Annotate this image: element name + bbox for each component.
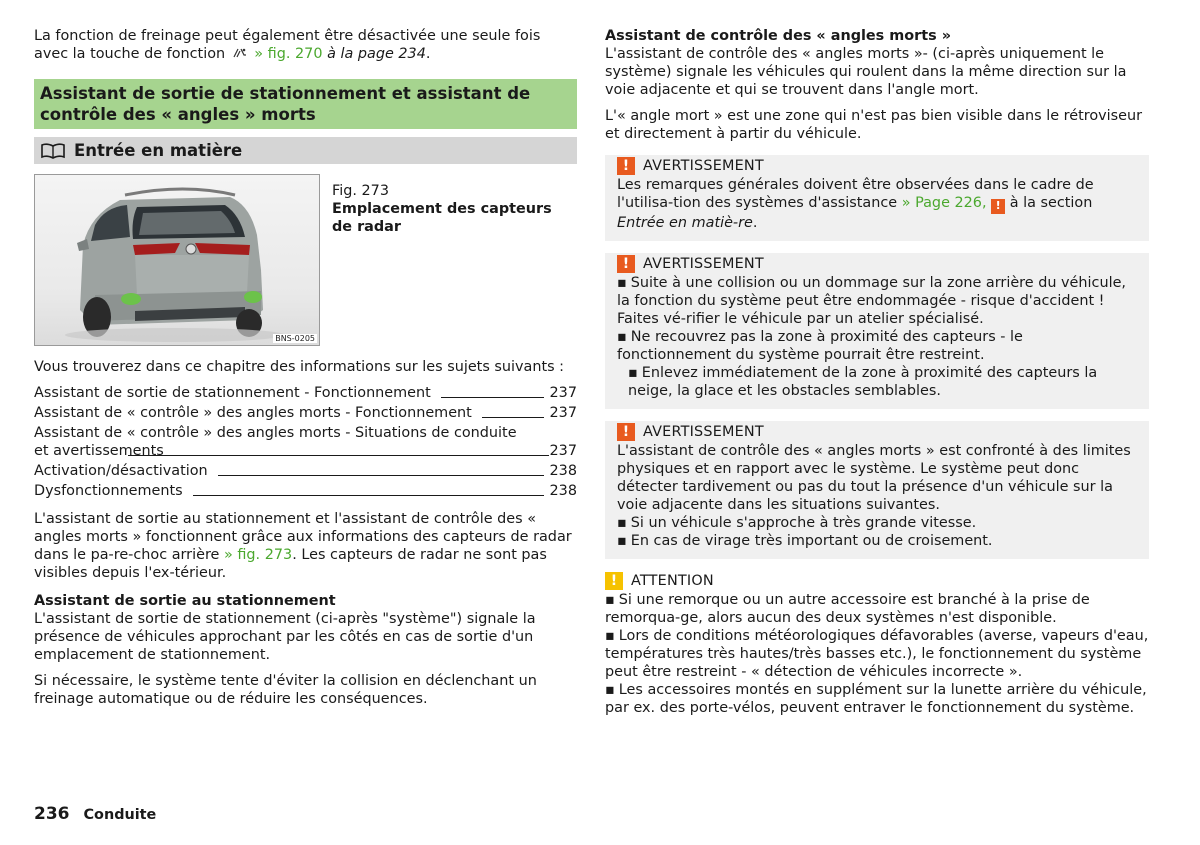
section-heading: Assistant de sortie de stationnement et assistant de contrôle des « angles » morts	[34, 79, 577, 129]
exit-assist-text: L'assistant de sortie de stationnement (ci-après "système") signale la présence de véhicules approchant par les côtés en cas de sortie d'un emplacement de stationnement.	[34, 611, 536, 663]
toc-intro: Vous trouverez dans ce chapitre des informations sur les sujets suivants :	[34, 359, 565, 375]
radar-paragraph: L'assistant de sortie au stationnement et l'assistant de contrôle des « angles morts » fonctionnent grâce aux informations des capteurs de radar dans le pa-re-choc arrière » fig. 273. Les capteurs de radar ne sont pas visibles depuis l'ex-térieur.	[34, 511, 572, 581]
figure-code: BNS-0205	[275, 334, 315, 343]
warning-box-1: ! AVERTISSEMENT Les remarques générales doivent être observées dans le cadre de l'utilisa-tion des systèmes d'assistance » Page 226, ! à la section Entrée en matiè-re.	[605, 155, 1149, 241]
warning-icon: !	[617, 157, 635, 175]
sensor-key-icon	[232, 46, 248, 58]
list-item: ▪ Suite à une collision ou un dommage sur la zone arrière du véhicule, la fonction du système peut être endommagée - risque d'accident ! Faites vé-rifier le véhicule par un atelier spécialisé.	[617, 274, 1137, 328]
subheading-text: Entrée en matière	[74, 140, 243, 160]
toc-item[interactable]: Assistant de « contrôle » des angles morts - Fonctionnement 237	[34, 405, 577, 421]
toc-item[interactable]: Assistant de « contrôle » des angles morts - Situations de conduite et avertissements 237	[34, 425, 577, 459]
list-item: ▪ Si une remorque ou un autre accessoire est branché à la prise de remorqua-ge, alors aucun des deux systèmes n'est disponible.	[605, 591, 1149, 627]
fig-270-link[interactable]: » fig. 270	[254, 46, 323, 62]
subheading	[34, 137, 577, 164]
exit-assist-title: Assistant de sortie au stationnement	[34, 593, 336, 609]
toc-list	[34, 382, 577, 500]
attention-icon: !	[605, 572, 623, 590]
warning-icon: !	[991, 199, 1005, 214]
list-item: ▪ Si un véhicule s'approche à très grande vitesse.	[617, 514, 1137, 532]
list-item: ▪ Enlevez immédiatement de la zone à proximité des capteurs la neige, la glace et les obstacles semblables.	[617, 364, 1137, 400]
figure-273	[34, 174, 577, 346]
right-column	[605, 27, 1149, 717]
page-ref[interactable]: à la page 234	[327, 46, 426, 62]
page-footer	[34, 805, 156, 824]
exit-assist-block	[34, 592, 577, 664]
blind-spot-definition: L'« angle mort » est une zone qui n'est pas bien visible dans le rétroviseur et directement à partir du véhicule.	[605, 108, 1143, 142]
blind-spot-title: Assistant de contrôle des « angles morts »	[605, 28, 951, 44]
intro-paragraph: La fonction de freinage peut également être désactivée une seule fois avec la touche de fonction » fig. 270 à la page 234.	[34, 28, 541, 62]
car-illustration	[35, 175, 319, 345]
page-226-link[interactable]: » Page 226,	[901, 195, 987, 211]
warning-icon: !	[617, 255, 635, 273]
figure-number: Fig. 273	[332, 183, 389, 199]
warning-box-2: ! AVERTISSEMENT ▪ Suite à une collision ou un dommage sur la zone arrière du véhicule, la fonction du système peut être endommagée - risque d'accident ! Faites vé-rifier le véhicule par un atelier spécialisé. ▪ Ne recouvrez pas la zone à proximité des capteurs - le fonctionnement du système pourrait être restreint. ▪ Enlevez immédiatement de la zone à proximité des capteurs la neige, la glace et les obstacles semblables.	[605, 253, 1149, 409]
warning-icon: !	[617, 423, 635, 441]
figure-caption	[332, 174, 552, 346]
warning-box-3: ! AVERTISSEMENT L'assistant de contrôle des « angles morts » est confronté à des limites physiques et en rapport avec le système. Le système peut donc détecter tardivement ou pas du tout la présence d'un véhicule sur la voie adjacente dans les situations suivantes. ▪ Si un véhicule s'approche à très grande vitesse. ▪ En cas de virage très important ou de croisement.	[605, 421, 1149, 559]
figure-title: Emplacement des capteurs de radar	[332, 201, 552, 235]
toc-item[interactable]: Assistant de sortie de stationnement - Fonctionnement 237	[34, 385, 577, 401]
intro-text: La fonction de freinage peut également être désactivée une seule fois avec la touche de fonction	[34, 28, 541, 62]
list-item: ▪ Les accessoires montés en supplément sur la lunette arrière du véhicule, par ex. des porte-vélos, peuvent entraver le fonctionnement du système.	[605, 681, 1149, 717]
attention-box: ! ATTENTION ▪ Si une remorque ou un autre accessoire est branché à la prise de remorqua-ge, alors aucun des deux systèmes n'est disponible. ▪ Lors de conditions météorologiques défavorables (averse, vapeurs d'eau, températures très hautes/très basses etc.), le fonctionnement du système peut être restreint - « détection de véhicules incorrecte ». ▪ Les accessoires montés en supplément sur la lunette arrière du véhicule, par ex. des porte-vélos, peuvent entraver le fonctionnement du système.	[605, 571, 1149, 717]
list-item: ▪ En cas de virage très important ou de croisement.	[617, 532, 1137, 550]
list-item: ▪ Lors de conditions météorologiques défavorables (averse, vapeurs d'eau, températures très hautes/très basses etc.), le fonctionnement du système peut être restreint - « détection de véhicules incorrecte ».	[605, 627, 1149, 681]
chapter-name: Conduite	[83, 807, 157, 823]
page-number: 236	[34, 804, 70, 824]
warning-text: L'assistant de contrôle des « angles morts » est confronté à des limites physiques et en rapport avec le système. Le système peut donc détecter tardivement ou pas du tout la présence d'un véhicule sur la voie adjacente dans les situations suivantes.	[617, 442, 1131, 513]
toc-item[interactable]: Activation/désactivation 238	[34, 463, 577, 479]
car-rear-image	[34, 174, 320, 346]
left-column	[34, 27, 577, 716]
toc-item[interactable]: Dysfonctionnements 238	[34, 483, 577, 499]
list-item: ▪ Ne recouvrez pas la zone à proximité des capteurs - le fonctionnement du système pourrait être restreint.	[617, 328, 1137, 364]
book-icon	[40, 143, 66, 159]
fig-273-link[interactable]: » fig. 273	[223, 547, 293, 563]
blind-spot-text: L'assistant de contrôle des « angles morts »- (ci-après uniquement le système) signale les véhicules qui roulent dans la même direction sur la voie adjacente et qui se trouvent dans l'angle mort.	[605, 46, 1127, 98]
collision-paragraph: Si nécessaire, le système tente d'éviter la collision en déclenchant un freinage automatique ou de réduire les conséquences.	[34, 673, 537, 707]
